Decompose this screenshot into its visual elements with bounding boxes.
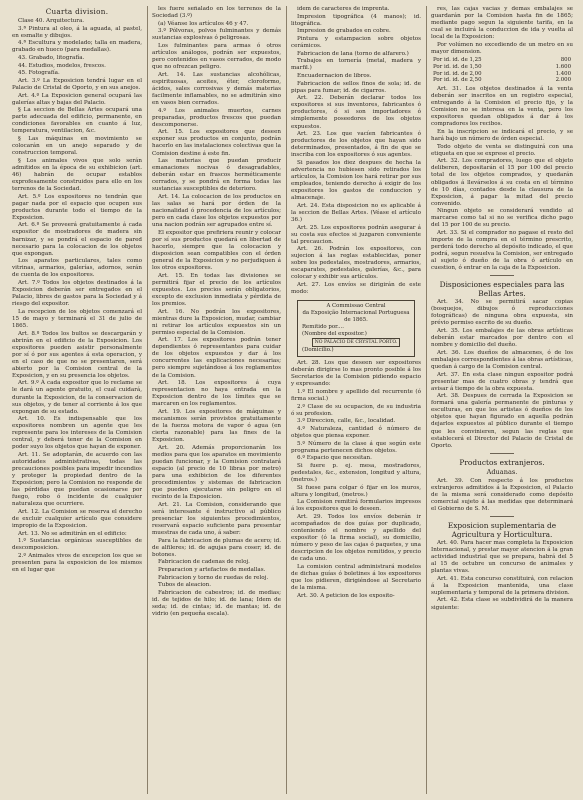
- paragraph: Art. 14. Las sustancias alcohólicas, espirituosas, aceites, éter, cloroformo, ácidos, sales corrosivas y demás materias facilmente inflamables, no se admitirán sino en vasos bien cerrados.: [152, 71, 281, 106]
- column-3: [291, 6, 421, 794]
- paragraph: Art. 14. La colocacion de los productos en las salas se hará por órden de la nacionalidad ó procedencia de los artículos; pero en cada clase los objetos expuestos por una nacion podrán ser agrupados entre sí.: [152, 193, 281, 229]
- column-4-paragraphs-e: [431, 540, 573, 612]
- column-rule: [286, 6, 287, 794]
- column-rule: [426, 6, 427, 794]
- paragraph: Art. 21. La Comision, considerando que será interesante é instructivo al público presenciar los siguientes procedimientos, reservará espacio suficiente para presentar muestras de cada uno, á saber:: [152, 501, 281, 536]
- divider: [490, 453, 514, 454]
- column-4-paragraphs: [431, 6, 573, 56]
- paragraph: 43. Grabado, litografía.: [18, 55, 85, 62]
- paragraph: 1.º Sustancias orgánicas susceptibles de descomposicion.: [12, 538, 142, 552]
- paragraph: Impresion tipográfica (4 manos); id. litográfica.: [291, 13, 421, 27]
- tariff-value: 1.400: [555, 70, 571, 77]
- section-subheading-aduanas: Aduanas.: [486, 467, 518, 476]
- paragraph: Pintura y estampacion sobre objetos cerámicos.: [291, 35, 421, 50]
- paragraph: Art. 27. Los envíos se dirigirán de este modo:: [291, 282, 421, 296]
- paragraph: Ningun objeto se considerará vendido al marcarse como tal si no se verifica dicho pago del 15 por 100 de su precio.: [431, 208, 573, 229]
- paragraph: 44. Estudios, modelos, frescos.: [18, 62, 106, 69]
- paragraph: Art. 23. Los que vacíen fabricantes ó productores de los objetos que hayan sido determinados, presentados, á fin de que se inscriba con los expositores ó sus agentes.: [291, 131, 421, 159]
- box-remitido: Remitido por....: [302, 324, 344, 331]
- paragraph: Por volúmen no excediendo de un metro en su mayor dimension.: [431, 41, 573, 55]
- tariff-description: Por id. id. de 1,25: [433, 56, 482, 63]
- paragraph: Para la fabricacion de plumas de acero; id. de alfileres; id. de agujas para coser; id. de botones.: [152, 537, 281, 558]
- paragraph: Fabricacion de cadenas de reloj.: [158, 559, 250, 566]
- section-heading-bellas-artes: Disposiciones especiales para las Bellas Artes.: [439, 280, 565, 299]
- paragraph: Art. 4.º La Exposicion general ocupará las galerías altas y bajas del Palacio.: [12, 92, 142, 106]
- section-heading-productos: Productos extranjeros.: [459, 457, 545, 467]
- paragraph: 4.º Naturaleza, cantidad ó número de objetos que piensa exponer.: [291, 425, 421, 440]
- paragraph: Tubos de aleacion.: [158, 582, 212, 589]
- paragraph: Fabricacion de sellos finos de sola; id. de pipas para fumar; id. de cigarros.: [291, 80, 421, 94]
- paragraph: Fabricacion de cabestros; id. de medias; id. de tejidos de hilo; id. de lana; Idem de seda; id. de cintas; id. de mantas; id. de vidrio (en pequeña escala).: [152, 589, 281, 617]
- tariff-value: 1.600: [555, 63, 571, 70]
- column-4-paragraphs-d: [431, 478, 573, 513]
- box-title: A Commissao Central: [326, 303, 386, 310]
- paragraph: Preparacion y artefactos de medallas.: [158, 566, 266, 573]
- paragraph: Art. 17. Los expositores podrán tener dependientes ó representantes para cuidar de los objetos expuestos y dar á los concurrentes las explicaciones necesarias; pero siempre sujetándose á los reglamentos de la Comision.: [152, 337, 281, 379]
- paragraph: Art. 3.º La Exposicion tendrá lugar en el Palacio de Cristal de Oporto, y en sus anejos.: [12, 77, 142, 91]
- paragraph: Art. 38. Despues de cerrada la Exposicion se formará una galería permanente de pinturas y esculturas, en que los artistas ó dueños de los objetos que hayan figurado en aquella podrán dejarlos expuestos al público durante el tiempo que les convinieren, segun las reglas que establecerá el Director del Palacio de Cristal de Oporto.: [431, 393, 573, 449]
- paragraph: Art. 5.º Los expositores no tendrán que pagar nada por el espacio que ocupen sus productos durante todo el tiempo de la Exposicion.: [12, 193, 142, 221]
- tariff-value: 800: [560, 56, 571, 63]
- paragraph: 2.º Animales vivos de excepcion los que se presenten para la exposicion de los mismos en el lugar que: [12, 553, 142, 574]
- paragraph: Art. 6.º Se proveerá gratuitamente á cada expositor de mostradores de madera sin barnizar, y se pondrá el espacio de pared necesario para la colocacion de los objetos que expongan.: [12, 222, 142, 257]
- paragraph: § Los animales vivos que solo serán admitidos en la época de su exhibicion (art. 46) habrán de ocupar establos exprofesamente construidos para ello en los terrenos de la Sociedad.: [12, 157, 142, 193]
- paragraph: 3.º Pólvoras, polvos fulminantes y demás sustancias explosivas ó peligrosas.: [152, 28, 281, 42]
- paragraph: Art. 8.º Todos los bultos se descargarán y abrirán en el edificio de la Exposicion. Los expositores pueden asistir personalmente por sí ó por sus agentes á esta operacion, y en el caso de que no se presentaren, será abierto por la Comision central de la Exposicion, y en su presencia los objetos.: [12, 330, 142, 379]
- paragraph: Art. 41. Esta concurso constituirá, con relacion á la Exposicion mantenida, una clase suplementaria y temporal de la primera division.: [431, 575, 573, 596]
- paragraph: 1.º El nombre y apellido del recurrente (ó firma social.): [291, 388, 421, 403]
- paragraph: Art. 26. Podrán los expositores, con sujecion á las reglas establecidas, poner sobre los pedestales, mostradores, armarios, escaparates, pedestales, galerías, &c., para colocar y exhibir sus artículos.: [291, 246, 421, 281]
- box-subtitle: da Exposição Internacional Portuguesa de 1865.: [302, 310, 410, 324]
- tariff-value: 2.000: [555, 77, 571, 84]
- paragraph: 6.º Espacio que necesitan.: [297, 455, 372, 462]
- paragraph: Art. 36. Los dueños de almacenes, ó de los embalajes correspondientes á las obras artísticas, quedan á cargo de la Comision central.: [431, 349, 573, 370]
- paragraph: Si fuese para colgar ó fijar en los muros, altura y longitud, (metros.): [291, 484, 421, 498]
- paragraph: § La seccion de Bellas Artes ocupará una parte adecuada del edificio, permanente, en condiciones favorables en cuanto á luz, temperatura, ventilacion, &c.: [12, 107, 142, 135]
- paragraph: 4.º Los animales muertos, carnes preparadas, productos frescos que puedan descomponerse.: [152, 107, 281, 128]
- paragraph: Los aparatos particulares, tales como vitrinas, armarios, galerías, adornos, serán de cuenta de los expositores.: [12, 258, 142, 279]
- shipping-address-box: [297, 300, 415, 357]
- column-2-paragraphs: [152, 6, 281, 618]
- paragraph: Art. 13. No se admitirán en el edificio:: [18, 530, 127, 537]
- paragraph: (a) Véanse los artículos 46 y 47.: [158, 20, 249, 27]
- paragraph: La Comision remitirá formularios impresos á los expositores que lo deseen.: [291, 499, 421, 513]
- paragraph: Fabricacion y torno de ruedas de reloj.: [158, 574, 269, 581]
- paragraph: Art. 16. No podrán los expositores, mientras dure la Exposicion, mudar, cambiar ni retirar los artículos expuestos sin un permiso especial de la Comision.: [152, 308, 281, 336]
- paragraph: Los fulminantes para armas ó otros artículos análogos, podrán ser expuestos, pero contenidos en vasos cerrados, de modo que no ofrezcan peligro.: [152, 43, 281, 71]
- box-nombre: (Nombre del expositor.): [302, 331, 367, 338]
- tariff-description: Por id. id. de 1,50: [433, 63, 482, 70]
- paragraph: Art. 34. No se permitirá sacar copias (bosquejos, dibujos ó reproducciones fotográficas) de ninguna obra expuesta, sin prévio permiso escrito de su dueño.: [431, 299, 573, 327]
- paragraph: El expositor que prefiriera reunir y colocar por sí sus productos quedará en libertad de hacerlo, siempre que la colocacion y disposicion sean compatibles con el órden general de la Exposicion y no perjudiquen á los otros expositores.: [152, 229, 281, 272]
- paragraph: Art. 42. Esta clase se subdividirá de la manera siguiente:: [431, 597, 573, 611]
- paragraph: Art. 15. En todas las divisiones se permitirá fijar el precio de los artículos expuestos. Los precios serán obligatorios, excepto de exclusion inmediata y pérdida de los premios.: [152, 272, 281, 307]
- paragraph: Trabajos en tornería (metal, madera y marfil.): [291, 58, 421, 72]
- paragraph: Art. 20. Además proporcionarán los medios para que los aparatos en movimiento puedan funcionar, y la Comision contratará espacio (al precio de 10 libras por metro) para una exhibicion de los diferentes procedimientos y sistemas de fabricacion que pueden ejecutarse sin peligro en el recinto de la Exposicion.: [152, 444, 281, 501]
- paragraph: Art. 28. Los que deseen ser expositores deberán dirigirse lo mas pronto posible á los Secretarios de la Comision pidiendo espacio y expresando:: [291, 360, 421, 388]
- paragraph: Encuadernacion de libros.: [297, 72, 372, 79]
- paragraph: Fabricacion de lana (torno de alfarero.): [297, 50, 409, 57]
- paragraph: Si pasados los diez despues de hecha la advertencia no hubiesen sido retirados los artículos, la Comision los hará retirar por sus empleados, teniendo derecho á exigir de los expositores los gastos de conduccion y almacenaje.: [291, 159, 421, 202]
- tariff-row: [431, 77, 573, 84]
- paragraph: Art. 7.º Todos los objetos destinados á la Exposicion deberán ser entregados en el Palacio, libres de gastos para la Sociedad y á riesgo del expositor.: [12, 280, 142, 308]
- paragraph: Art. 22. Deberán declarar todos los expositores si sus inventores, fabricantes ó productores, ó si son importadores ó simplemente poseedores de los objetos expuestos.: [291, 95, 421, 130]
- paragraph: res, las cajas vacías y demas embalajes se guardarán por la Comision hasta fin de 1865; mediante pago segun la siguiente tarifa, en la cual se incluirá la conduccion de ida y vuelta al local de la Exposicion:: [431, 6, 573, 41]
- paragraph: les fuere señalado en los terrenos de la Sociedad (3.º): [152, 6, 281, 20]
- paragraph: La comision central administrará modelos de dichas guías ó boletines á los expositores que los pidieren, dirigiéndose al Secretario de la misma.: [291, 564, 421, 592]
- column-rule: [147, 6, 148, 794]
- paragraph: Art. 9.º Á cada expositor que lo reclame se le dará un agente gratuito, el cual cuidará, durante la Exposicion, de la conservacion de sus objetos, y de tener al corriente á los que expongan de su estado.: [12, 380, 142, 415]
- paragraph: Art. 31. Los objetos destinados á la venta deberán ser inscritos en un registro especial, entregando á la Comision el precio fijo, y la Comision no se interesa en la venta, pero los expositores quedan obligados á dar á los compradores los recibos.: [431, 86, 573, 128]
- paragraph: 45. Fotografía.: [18, 70, 60, 77]
- paragraph: Art. 11. Se adoptarán, de acuerdo con las autoridades administrativas, todas las precauciones posibles para impedir incendios y proteger la propiedad dentro de la Exposicion; pero la Comision no responde de las pérdidas que puedan ocasionarse por fuego, robo ó incidente de cualquier naturaleza que ocurriere.: [12, 452, 142, 508]
- tariff-row: [431, 64, 573, 71]
- paragraph: Art. 10. Es indispensable que los expositores nombren un agente que les represente para los intereses de la Comision central, y deberá tener de la Comision en poder suyo los objetos que hayan de exponer.: [12, 416, 142, 451]
- paragraph: Art. 19. Los expositores de máquinas y mecanismos serán provistos gratuitamente de la fuerza motora de vapor ó agua (en cierta razonable) para las fines de la Exposicion.: [152, 408, 281, 444]
- paragraph: Art. 33. Si el comprador no pagase el resto del importe de la compra en el término prescrito, perderá todo derecho al depósito indicado, el que podrá, segun resuelva la Comision, ser entregado al sujeto ó dueño de la obra ó artículo en cuestion, ó entrar en la caja de la Exposicion.: [431, 230, 573, 272]
- section-heading-agricultura: Exposicion suplementaria de Agricultura y Horticultura.: [447, 520, 557, 539]
- paragraph: 3.ª Pintura al oleo, á la aguada, al pastel, en esmalte y dibujos.: [12, 25, 142, 39]
- paragraph: La recepcion de los objetos comenzará el 15 de mayo y terminará el 31 de julio de 1865.: [12, 308, 142, 329]
- column-4-paragraphs-c: [431, 299, 573, 449]
- tariff-description: Por id. id. de 2,00: [433, 70, 482, 77]
- paragraph: Art. 37. En esta clase ningun expositor podrá presentar mas de cuatro obras y tendrá que avisar á tiempo de la obra expuesta.: [431, 371, 573, 392]
- paragraph: Art. 18. Los expositores á cuya representacion no haya entrada en la Exposicion dentro de los límites que se marcaren en los reglamentos.: [152, 380, 281, 408]
- column-1-paragraphs: [12, 18, 142, 574]
- paragraph: 2.º Clase de su ocupacion, de su industria ó su profesion.: [291, 403, 421, 417]
- tariff-description: Por id. id. de 2,50: [433, 77, 482, 84]
- column-1: [12, 6, 142, 794]
- paragraph: 4.ª Escultura y modelado; talla en madera, grabado en hueco (para medallas).: [12, 40, 142, 54]
- column-2: [152, 6, 281, 794]
- paragraph: Todo objeto de venta se distinguirá con una etiqueta en que se exprese el precio.: [431, 143, 573, 157]
- divider: [490, 275, 514, 276]
- box-domicilio: (Domicilio.): [302, 347, 334, 354]
- paragraph: 5.º Número de la clase á que según este programa pertenecen dichos objetos.: [291, 440, 421, 454]
- paragraph: En la inscripcion se indicará el precio, y se hará bajo un número de órden especial.: [431, 128, 573, 143]
- tariff-row: [431, 57, 573, 64]
- paragraph: 3.º Direccion, calle, &c., localidad.: [297, 418, 396, 425]
- paragraph: Art. 15. Los expositores que deseen exponer sus productos en conjunto, podrán hacerlo en las instalaciones colectivas que la Comision destine á este fin.: [152, 129, 281, 157]
- paragraph: Art. 24. Esta disposicion no es aplicable á la seccion de Bellas Artes. (Véase el artículo 36.): [291, 202, 421, 223]
- box-stamp: NO PALACIO DE CRYSTAL PORTO.: [312, 338, 401, 347]
- paragraph: Art. 25. Los expositores podrán asegurar á su costa sus efectos si juzgaren conveniente tal precaucion.: [291, 224, 421, 245]
- divider: [490, 516, 514, 517]
- paragraph: Art. 29. Todos los envíos deberán ir acompañados de dos guías por duplicado, conteniendo el nombre y apellido del expositor (ó la firma social), su domicilio, número y peso de las cajas ó paquetes, y una descripcion de los objetos remitidos, y precio de cada uno.: [291, 514, 421, 563]
- paragraph: Clase 40. Arquitectura.: [18, 18, 85, 24]
- column-3-paragraphs-continued: [291, 360, 421, 600]
- paragraph: § Las máquinas en movimiento se colocarán en un anejo separado y de construccion temporal.: [12, 136, 142, 157]
- paragraph: Impresion de grabados en cobre.: [297, 28, 391, 35]
- section-heading: Cuarta division.: [45, 7, 109, 16]
- tariff-row: [431, 71, 573, 78]
- paragraph: Art. 40. Para hacer mas completa la Exposicion Internacional, y prestar mayor atencion á la gran actividad industrial que se prepara, habrá del 5 al 15 de octubre un concurso de animales y plantas vivas.: [431, 539, 573, 575]
- paragraph: Art. 30. A peticion de los exposito-: [297, 592, 395, 599]
- tariff-table: [431, 57, 573, 84]
- column-4-paragraphs-b: [431, 86, 573, 272]
- paragraph: Las materias que puedan producir emanaciones nocivas ó desagradables, deberán estar en frascos herméticamente cerrados, y se pondrá en forma todas las sustancias susceptibles de deterioro.: [152, 158, 281, 193]
- column-4: [431, 6, 573, 794]
- paragraph: ídem de caracteres de imprenta.: [297, 6, 390, 12]
- paragraph: Art. 32. Los compradores, luego que el objeto deliberen, depositarán el 15 por 100 del precio total de los objetos comprados, y quedarán obligados á llevárselos á su costa en el término de 10 días, contados desde la clausura de la Exposicion, á pagar la mitad del precio convenido.: [431, 158, 573, 207]
- paragraph: Art. 35. Los embalajes de las obras artísticas deberán estar marcados por dentro con el nombre y domicilio del dueño.: [431, 328, 573, 349]
- paragraph: Art. 39. Con respecto á los productos extranjeros admitidos á la Exposicion, el Palacio de la misma será considerado como depósito comercial sujeto á las medidas que determinará el Gobierno de S. M.: [431, 477, 573, 512]
- column-3-paragraphs: [291, 6, 421, 296]
- paragraph: Si fuere p. ej. mesa, mostradores, pedestales, &c., extension, longitud y altura, (metros.): [291, 463, 421, 484]
- paragraph: Art. 12. La Comision se reserva el derecho de excluir cualquier artículo que considere impropio de la Exposicion.: [12, 509, 142, 530]
